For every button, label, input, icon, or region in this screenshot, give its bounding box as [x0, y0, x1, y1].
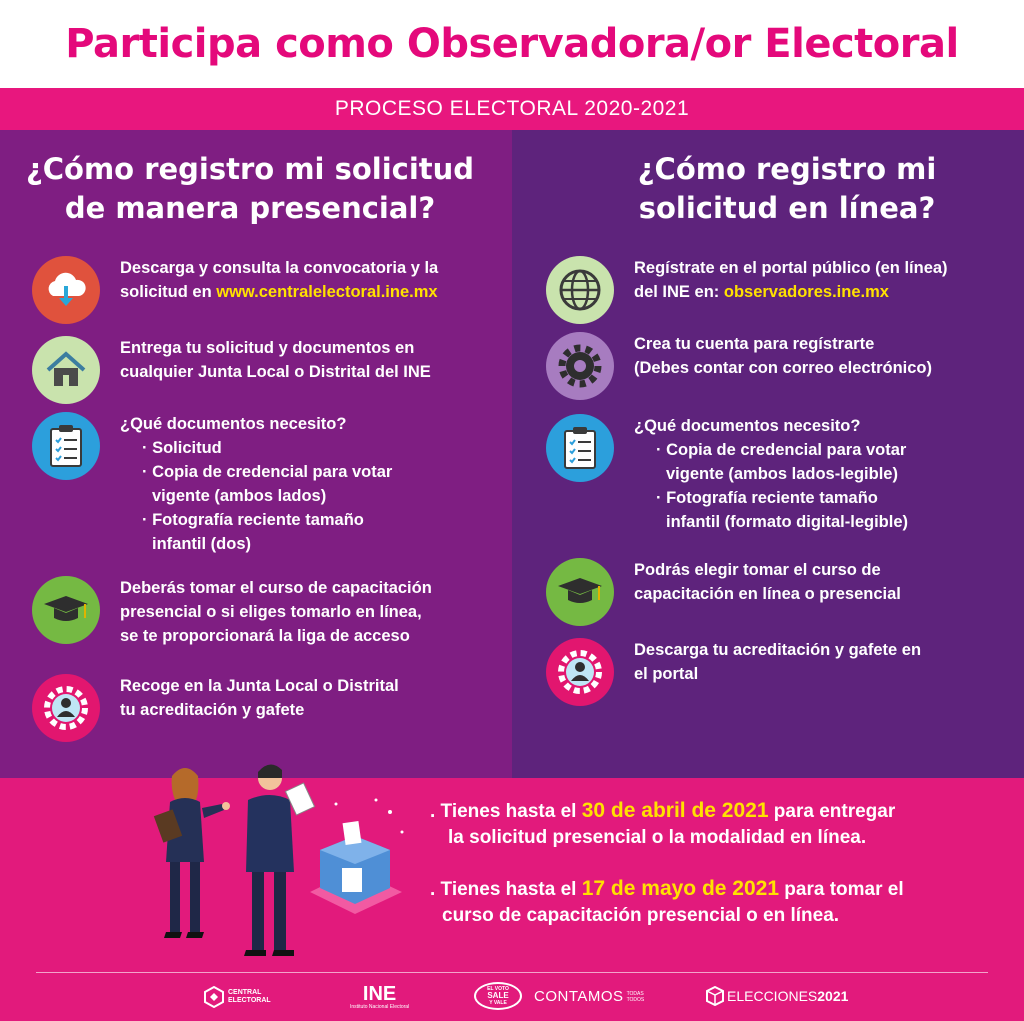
left-item-documents	[32, 412, 392, 556]
right-item-course	[546, 558, 901, 626]
voto-sale-logo	[474, 982, 522, 1010]
ine-logo	[350, 984, 409, 1010]
text-line: ELECTORAL	[228, 997, 271, 1004]
text-line: del INE en:	[634, 283, 724, 301]
right-item-account-text	[634, 332, 932, 380]
people-ballot-illustration	[140, 742, 420, 962]
elecciones-text: ELECCIONES	[727, 988, 818, 1004]
left-heading-line1: ¿Cómo registro mi solicitud	[25, 152, 475, 186]
text-line: para entregar	[768, 801, 896, 822]
text-line: capacitación en línea o presencial	[634, 585, 901, 603]
text-line: Descarga tu acreditación y gafete en	[634, 641, 922, 659]
text-line: EL VOTO	[487, 986, 509, 992]
ine-text: INE	[362, 983, 397, 1005]
left-item-course-text	[120, 576, 432, 648]
elecciones-cube-icon	[706, 986, 724, 1006]
list-item: · Fotografía reciente tamaño	[656, 489, 878, 507]
voto-sale-badge	[474, 982, 522, 1010]
contamos-logo	[534, 988, 644, 1005]
central-electoral-logo	[204, 986, 271, 1008]
left-heading-line2: de manera presencial?	[64, 191, 436, 225]
text-line: tu acreditación y gafete	[120, 701, 305, 719]
left-item-deliver-text	[120, 336, 431, 384]
cloud-download-icon	[32, 256, 100, 324]
gear-icon	[546, 332, 614, 400]
text-line: el portal	[634, 665, 699, 683]
list-item: vigente (ambos lados)	[152, 487, 327, 505]
right-heading-line1: ¿Cómo registro mi	[637, 152, 937, 186]
list-item: · Solicitud	[142, 439, 222, 457]
footer-logos	[0, 982, 1024, 1012]
elecciones-year: 2021	[817, 988, 849, 1004]
right-heading	[592, 150, 982, 228]
text-line: SALE	[487, 991, 509, 1000]
right-item-documents	[546, 414, 908, 534]
left-item-documents-text	[120, 412, 392, 556]
text-line: ¿Qué documentos necesito?	[120, 415, 347, 433]
text-line: Y VALE	[489, 1000, 507, 1006]
deadline-course	[430, 876, 904, 929]
right-item-credential	[546, 638, 921, 706]
text-line: Recoge en la Junta Local o Distrital	[120, 677, 399, 695]
text-line: Entrega tu solicitud y documentos en	[120, 339, 415, 357]
text-line: . Tienes hasta el	[430, 801, 582, 822]
right-item-credential-text	[634, 638, 921, 686]
text-line: Descarga y consulta la convocatoria y la	[120, 259, 439, 277]
right-item-account	[546, 332, 932, 400]
list-item: · Copia de credencial para votar	[656, 441, 907, 459]
text-line: curso de capacitación presencial o en línea.	[442, 905, 840, 926]
list-item: infantil (formato digital-legible)	[666, 513, 908, 531]
central-electoral-icon	[204, 986, 224, 1008]
user-gear-icon	[546, 638, 614, 706]
text-line: se te proporcionará la liga de acceso	[120, 627, 410, 645]
page-title: Participa como Observadora/or Electoral	[65, 21, 959, 67]
left-item-download-text	[120, 256, 438, 304]
contamos-sub	[627, 991, 645, 1003]
right-documents-list	[634, 438, 908, 534]
left-item-download	[32, 256, 438, 324]
text-line: Podrás elegir tomar el curso de	[634, 561, 881, 579]
globe-icon	[546, 256, 614, 324]
text-line: CENTRAL	[228, 989, 262, 996]
list-item: vigente (ambos lados-legible)	[666, 465, 898, 483]
elecciones-2021-logo	[706, 986, 848, 1006]
text-line: la solicitud presencial o la modalidad en línea.	[448, 827, 867, 848]
process-label: PROCESO ELECTORAL 2020-2021	[334, 97, 690, 120]
centralelectoral-link[interactable]: www.centralelectoral.ine.mx	[216, 283, 438, 301]
left-item-deliver	[32, 336, 431, 404]
deadline-date: 30 de abril de 2021	[581, 799, 769, 822]
deadline-registration	[430, 798, 895, 851]
text-line: presencial o si eliges tomarlo en línea,	[120, 603, 422, 621]
left-item-course	[32, 576, 432, 648]
graduation-cap-icon	[546, 558, 614, 626]
checklist-icon	[32, 412, 100, 480]
left-documents-list	[120, 436, 392, 556]
text-line: cualquier Junta Local o Distrital del INE	[120, 363, 431, 381]
text-line: TODAS	[626, 990, 644, 997]
left-column	[0, 130, 512, 778]
text-line: (Debes contar con correo electrónico)	[634, 359, 932, 377]
right-column	[512, 130, 1024, 778]
text-line: . Tienes hasta el	[430, 879, 582, 900]
text-line: para tomar el	[779, 879, 904, 900]
footer-divider	[36, 972, 988, 973]
list-item: · Fotografía reciente tamaño	[142, 511, 364, 529]
contamos-text: CONTAMOS	[534, 988, 624, 1005]
graduation-cap-icon	[32, 576, 100, 644]
central-electoral-text	[228, 989, 271, 1005]
process-banner	[0, 88, 1024, 130]
house-icon	[32, 336, 100, 404]
deadline-date: 17 de mayo de 2021	[581, 877, 780, 900]
ine-subtitle: Instituto Nacional Electoral	[350, 1004, 410, 1010]
text-line: Deberás tomar el curso de capacitación	[120, 579, 432, 597]
right-item-course-text	[634, 558, 901, 606]
text-line: Crea tu cuenta para regístrarte	[634, 335, 875, 353]
text-line: Regístrate en el portal público (en línea)	[634, 259, 948, 277]
text-line: ¿Qué documentos necesito?	[634, 417, 861, 435]
text-line: solicitud en	[120, 283, 217, 301]
left-item-pickup	[32, 674, 399, 742]
right-heading-line2: solicitud en línea?	[638, 191, 936, 225]
left-item-pickup-text	[120, 674, 399, 722]
list-item: · Copia de credencial para votar	[142, 463, 393, 481]
left-heading	[20, 150, 480, 228]
user-gear-icon	[32, 674, 100, 742]
right-item-register-text	[634, 256, 948, 304]
right-item-register	[546, 256, 948, 324]
list-item: infantil (dos)	[152, 535, 251, 553]
checklist-icon	[546, 414, 614, 482]
title-bar	[0, 0, 1024, 88]
text-line: TODOS	[626, 996, 645, 1003]
observadores-link[interactable]: observadores.ine.mx	[723, 283, 889, 301]
right-item-documents-text	[634, 414, 908, 534]
